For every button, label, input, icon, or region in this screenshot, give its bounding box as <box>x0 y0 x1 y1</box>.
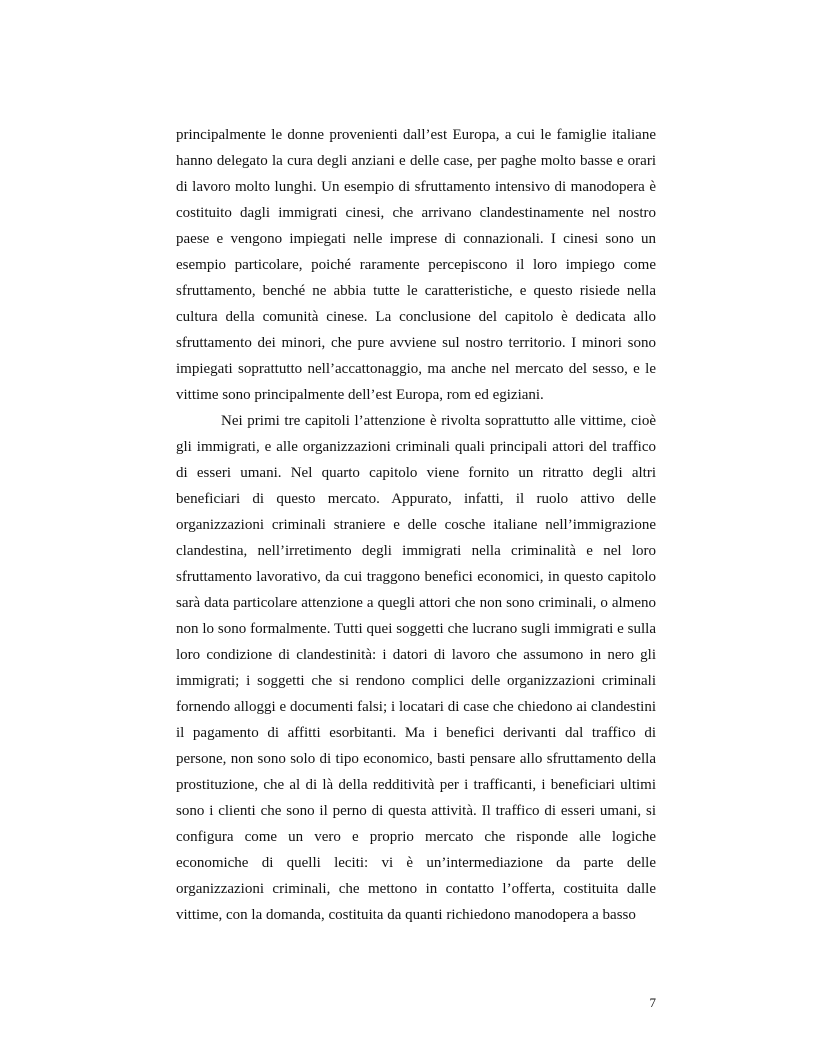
body-text <box>176 122 656 928</box>
page-number: 7 <box>649 995 656 1010</box>
paragraph-continuation: principalmente le donne provenienti dall’est Europa, a cui le famiglie italiane hanno delegato la cura degli anziani e delle case, per paghe molto basse e orari di lavoro molto lunghi. Un esempio di sfruttamento intensivo di manodopera è costituito dagli immigrati cinesi, che arrivano clandestinamente nel nostro paese e vengono impiegati nelle imprese di connazionali. I cinesi sono un esempio particolare, poiché raramente percepiscono il loro impiego come sfruttamento, benché ne abbia tutte le caratteristiche, e questo risiede nella cultura della comunità cinese. La conclusione del capitolo è dedicata allo sfruttamento dei minori, che pure avviene sul nostro territorio. I minori sono impiegati soprattutto nell’accattonaggio, ma anche nel mercato del sesso, e le vittime sono principalmente dell’est Europa, rom ed egiziani. <box>176 127 656 403</box>
paragraph-chapter-summary: Nei primi tre capitoli l’attenzione è rivolta soprattutto alle vittime, cioè gli immigrati, e alle organizzazioni criminali quali principali attori del traffico di esseri umani. Nel quarto capitolo viene fornito un ritratto degli altri beneficiari di questo mercato. Appurato, infatti, il ruolo attivo delle organizzazioni criminali straniere e delle cosche italiane nell’immigrazione clandestina, nell’irretimento degli immigrati nella criminalità e nel loro sfruttamento lavorativo, da cui traggono benefici economici, in questo capitolo sarà data particolare attenzione a quegli attori che non sono criminali, o almeno non lo sono formalmente. Tutti quei soggetti che lucrano sugli immigrati e sulla loro condizione di clandestinità: i datori di lavoro che assumono in nero gli immigrati; i soggetti che si rendono complici delle organizzazioni criminali fornendo alloggi e documenti falsi; i locatari di case che chiedono ai clandestini il pagamento di affitti esorbitanti. Ma i benefici derivanti dal traffico di persone, non sono solo di tipo economico, basti pensare allo sfruttamento della prostituzione, che al di là della redditività per i trafficanti, i beneficiari ultimi sono i clienti che sono il perno di questa attività. Il traffico di esseri umani, si configura come un vero e proprio mercato che risponde alle logiche economiche di quelli leciti: vi è un’intermediazione da parte delle organizzazioni criminali, che mettono in contatto l’offerta, costituita dalle vittime, con la domanda, costituita da quanti richiedono manodopera a basso <box>176 413 656 923</box>
